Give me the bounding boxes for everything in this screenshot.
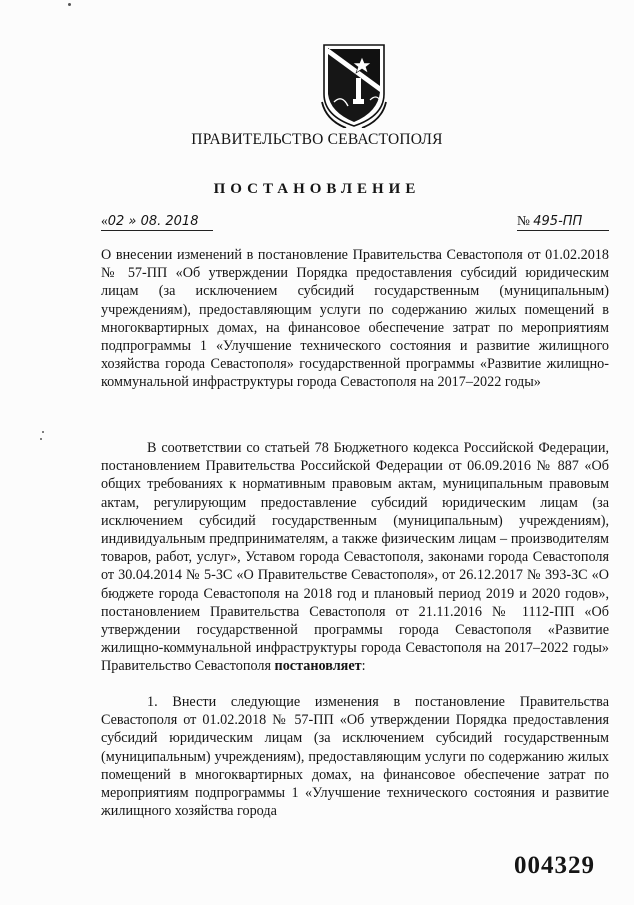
preamble-colon: : xyxy=(361,658,366,675)
operative-word: постановляет xyxy=(274,658,362,675)
document-date xyxy=(101,213,213,231)
date-prefix: « xyxy=(101,213,108,228)
document-type-heading: ПОСТАНОВЛЕНИЕ xyxy=(213,181,421,197)
number-prefix: № xyxy=(517,213,534,228)
preamble-text: В соответствии со статьей 78 Бюджетного кодекса Российской Федерации, постановлением Правительства Российской Федерации от 06.09.2016 № 887 «Об общих требованиях к нормативным правовым актам, муниципальным правовым актам, регулирующим предоставление субсидий юридическим лицам (за исключением субсидий государственным (муниципальным) учреждениям), индивидуальным предпринимателям, а также физическим лицам – производителям товаров, работ, услуг», Уставом города Севастополя, законами города Севастополя от 30.04.2014 № 5-ЗС «О Правительстве Севастополя», от 26.12.2017 № 393-ЗС «О бюджете города Севастополя на 2018 год и плановый период 2019 и 2020 годов», постановлением Правительства Севастополя от 21.11.2016 № 1112-ПП «Об утверждении государственной программы города Севастополя «Развитие жилищно-коммунальной инфраструктуры города Севастополя на 2017–2022 годы» Правительство Севастополя xyxy=(101,440,609,675)
coat-of-arms-icon xyxy=(320,42,388,128)
serial-number: 004329 xyxy=(514,852,595,879)
clause-1-paragraph: 1. Внести следующие изменения в постановление Правительства Севастополя от 01.02.2018 № 57-ПП «Об утверждении Порядка предоставления субсидий юридическим лицам (за исключением субсидий государственным (муниципальным) учреждениям), предоставляющим услуги по содержанию жилых помещений в многоквартирных домах, на финансовое обеспечение затрат по мероприятиям подпрограммы 1 «Улучшение технического состояния и развитие жилищного хозяйства города xyxy=(101,694,609,820)
scan-speck xyxy=(42,431,44,433)
scan-speck xyxy=(68,3,71,6)
subject-paragraph: О внесении изменений в постановление Правительства Севастополя от 01.02.2018 № 57-ПП «Об утверждении Порядка предоставления субсидий юридическим лицам (за исключением субсидий государственным (муниципальным) учреждениям), предоставляющим услуги по содержанию жилых помещений в многоквартирных домах, на финансовое обеспечение затрат по мероприятиям подпрограммы 1 «Улучшение технического состояния и развитие жилищного хозяйства города Севастополя» государственной программы «Развитие жилищно-коммунальной инфраструктуры города Севастополя на 2017–2022 годы» xyxy=(101,247,609,391)
date-value: 02 » 08. 2018 xyxy=(107,214,199,229)
government-title: ПРАВИТЕЛЬСТВО СЕВАСТОПОЛЯ xyxy=(191,131,443,148)
scan-speck xyxy=(40,438,42,440)
document-number xyxy=(517,213,609,231)
preamble-paragraph xyxy=(101,439,609,676)
number-value: 495-ПП xyxy=(533,214,583,229)
